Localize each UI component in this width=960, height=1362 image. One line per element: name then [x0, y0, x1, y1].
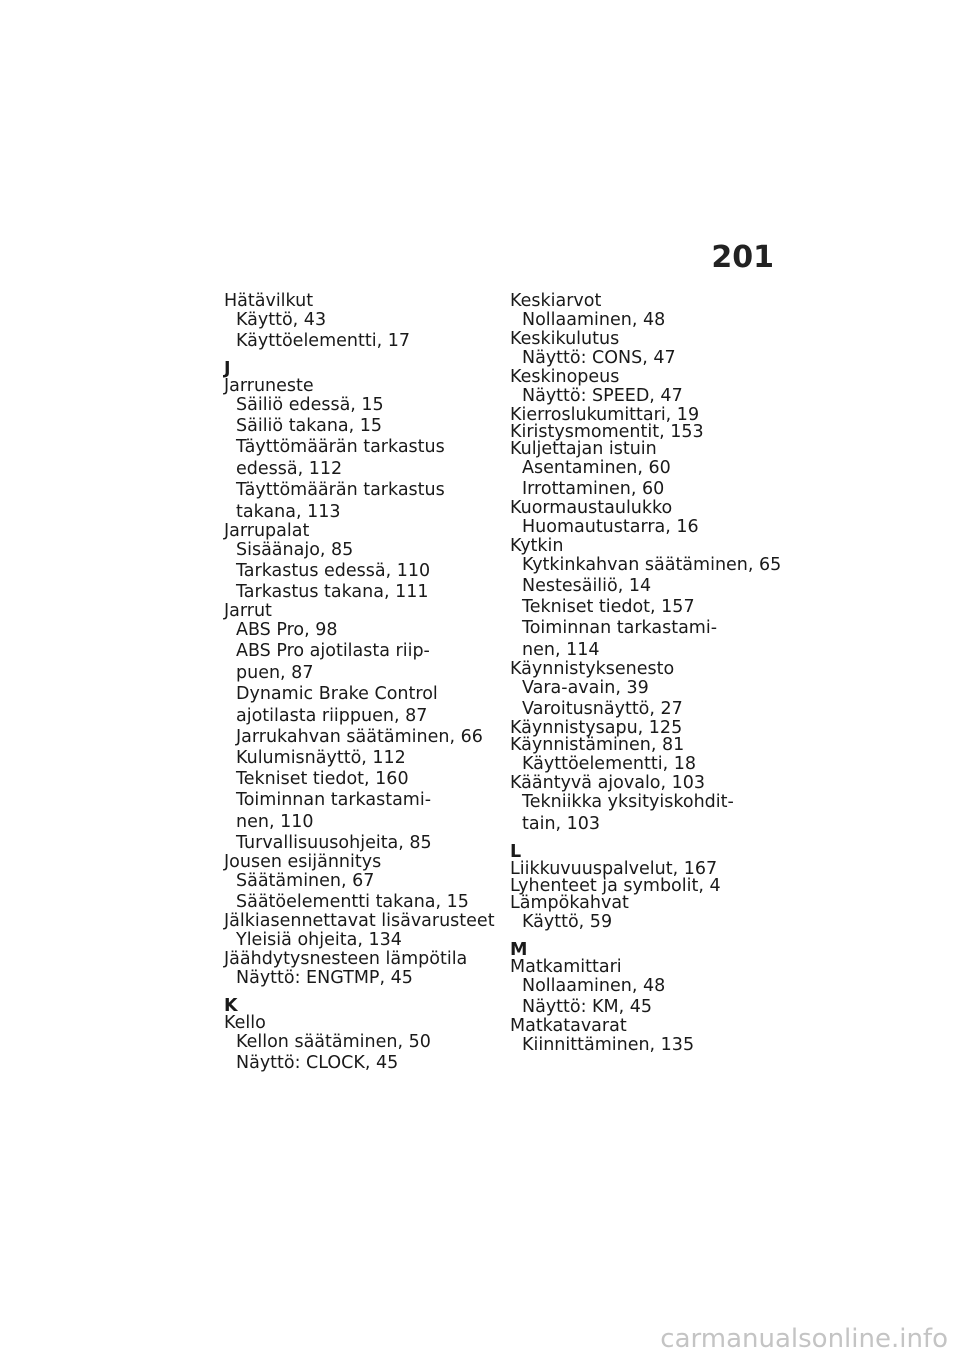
index-subentry-continuation: nen, 110: [236, 812, 314, 832]
index-subentry: Tarkastus edessä, 110: [236, 561, 431, 581]
index-subentry: Nestesäiliö, 14: [522, 576, 652, 596]
index-subentry: Näyttö: ENGTMP, 45: [236, 968, 413, 988]
index-subentry: Näyttö: SPEED, 47: [522, 386, 683, 406]
index-subentry: Käyttö, 59: [522, 912, 613, 932]
index-column-right: [510, 293, 780, 1056]
index-entry: Jäähdytysnesteen lämpötila: [224, 949, 468, 969]
index-subentry: Nollaaminen, 48: [522, 310, 666, 330]
index-entry: Lyhenteet ja symbolit, 4: [510, 876, 721, 896]
index-letter-heading: M: [510, 940, 528, 960]
index-entry: Jarruneste: [224, 376, 314, 396]
index-subentry: Huomautustarra, 16: [522, 517, 699, 537]
index-entry: Keskiarvot: [510, 291, 602, 311]
index-subentry: Toiminnan tarkastami-: [236, 790, 432, 810]
index-entry: Liikkuvuuspalvelut, 167: [510, 859, 718, 879]
index-subentry: Käyttö, 43: [236, 310, 327, 330]
index-subentry: Tarkastus takana, 111: [236, 582, 429, 602]
index-subentry: Irrottaminen, 60: [522, 479, 665, 499]
index-entry: Kuormaustaulukko: [510, 498, 673, 518]
index-subentry: Turvallisuusohjeita, 85: [236, 833, 432, 853]
index-entry: Keskikulutus: [510, 329, 620, 349]
index-subentry: Tekniikka yksityiskohdit-: [522, 792, 734, 812]
index-entry: Kiristysmomentit, 153: [510, 422, 704, 442]
index-entry: Jarrut: [224, 601, 272, 621]
index-entry: Käynnistysapu, 125: [510, 718, 683, 738]
index-entry: Jarrupalat: [224, 521, 310, 541]
index-subentry: Tekniset tiedot, 160: [236, 769, 409, 789]
index-subentry: Asentaminen, 60: [522, 458, 671, 478]
index-column-left: [224, 293, 494, 1074]
index-entry: Kuljettajan istuin: [510, 439, 657, 459]
index-subentry: Kellon säätäminen, 50: [236, 1032, 431, 1052]
index-entry: Käynnistäminen, 81: [510, 735, 685, 755]
index-subentry: Täyttömäärän tarkastus: [236, 480, 445, 500]
index-entry: Keskinopeus: [510, 367, 620, 387]
index-subentry: Yleisiä ohjeita, 134: [236, 930, 402, 950]
index-subentry: Säiliö takana, 15: [236, 416, 383, 436]
index-subentry: Dynamic Brake Control: [236, 684, 438, 704]
index-letter-heading: L: [510, 842, 522, 862]
index-subentry: Kulumisnäyttö, 112: [236, 748, 406, 768]
index-entry: Kytkin: [510, 536, 564, 556]
index-subentry: Sisäänajo, 85: [236, 540, 354, 560]
index-subentry: Säätäminen, 67: [236, 871, 375, 891]
index-subentry: Kytkinkahvan säätäminen, 65: [522, 555, 782, 575]
index-subentry: Nollaaminen, 48: [522, 976, 666, 996]
index-subentry: Käyttöelementti, 17: [236, 331, 410, 351]
page-number: 201: [711, 240, 774, 275]
index-subentry-continuation: nen, 114: [522, 640, 600, 660]
index-entry: Jälkiasennettavat lisävarusteet: [224, 911, 495, 931]
index-subentry-continuation: edessä, 112: [236, 459, 343, 479]
index-entry: Matkatavarat: [510, 1016, 627, 1036]
index-subentry: Näyttö: CONS, 47: [522, 348, 676, 368]
index-subentry: Jarrukahvan säätäminen, 66: [236, 727, 483, 747]
index-entry: Kello: [224, 1013, 266, 1033]
index-subentry: Säätöelementti takana, 15: [236, 892, 469, 912]
index-subentry-continuation: takana, 113: [236, 502, 341, 522]
index-subentry-continuation: tain, 103: [522, 814, 601, 834]
index-subentry: ABS Pro ajotilasta riip-: [236, 641, 430, 661]
index-letter-heading: K: [224, 996, 238, 1016]
index-subentry-continuation: puen, 87: [236, 663, 314, 683]
index-subentry: Toiminnan tarkastami-: [522, 618, 718, 638]
index-entry: Hätävilkut: [224, 291, 314, 311]
index-subentry: Kiinnittäminen, 135: [522, 1035, 695, 1055]
index-entry: Matkamittari: [510, 957, 622, 977]
index-subentry: Täyttömäärän tarkastus: [236, 437, 445, 457]
index-subentry: Tekniset tiedot, 157: [522, 597, 695, 617]
index-subentry: Säiliö edessä, 15: [236, 395, 384, 415]
index-letter-heading: J: [224, 359, 231, 379]
index-entry: Kierroslukumittari, 19: [510, 405, 700, 425]
index-entry: Käynnistyksenesto: [510, 659, 675, 679]
index-subentry-continuation: ajotilasta riippuen, 87: [236, 706, 428, 726]
index-subentry: Näyttö: CLOCK, 45: [236, 1053, 399, 1073]
watermark: carmanualsonline.info: [660, 1324, 948, 1354]
index-entry: Jousen esijännitys: [224, 852, 382, 872]
index-subentry: Varoitusnäyttö, 27: [522, 699, 683, 719]
index-entry: Kääntyvä ajovalo, 103: [510, 773, 706, 793]
index-subentry: Näyttö: KM, 45: [522, 997, 653, 1017]
index-subentry: Käyttöelementti, 18: [522, 754, 696, 774]
index-entry: Lämpökahvat: [510, 893, 629, 913]
index-subentry: ABS Pro, 98: [236, 620, 338, 640]
index-subentry: Vara-avain, 39: [522, 678, 649, 698]
